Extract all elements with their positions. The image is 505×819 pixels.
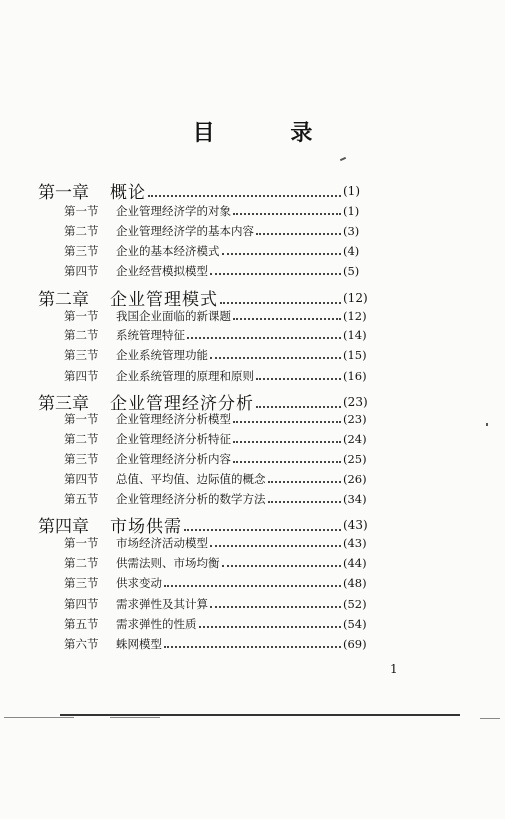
toc-title: 企业系统管理的原理和原则: [116, 369, 254, 383]
toc-number: 第四节: [64, 264, 99, 278]
toc-section-row: [64, 327, 377, 343]
toc-leader-dots: [210, 261, 341, 275]
toc-page-number: (52): [343, 597, 367, 611]
toc-number: 第三节: [64, 244, 99, 258]
toc-section-row: [64, 575, 377, 591]
toc-page-number: (34): [343, 492, 367, 506]
page-number: 1: [390, 662, 398, 676]
toc-page-number: (24): [343, 432, 367, 446]
toc-leader-dots: [184, 512, 341, 531]
toc-leader-dots: [222, 241, 342, 255]
toc-page-number: (12): [343, 290, 368, 305]
toc-page-number: (69): [343, 637, 367, 651]
bottom-rule: [110, 717, 160, 718]
toc-page-number: (16): [343, 369, 367, 383]
toc-section-row: [64, 616, 377, 632]
toc-leader-dots: [210, 345, 341, 359]
toc-title: 需求弹性及其计算: [116, 597, 208, 611]
toc-title: 企业管理经济分析内容: [116, 452, 231, 466]
toc-section-row: [64, 491, 377, 507]
toc-number: 第五节: [64, 492, 99, 506]
toc-title: 企业管理经济学的基本内容: [116, 224, 254, 238]
toc-leader-dots: [233, 429, 341, 443]
toc-leader-dots: [210, 594, 341, 608]
toc-section-row: [64, 347, 377, 363]
toc-leader-dots: [256, 389, 341, 408]
toc-leader-dots: [199, 614, 342, 628]
toc-leader-dots: [233, 409, 341, 423]
toc-page-number: (4): [343, 244, 360, 258]
toc-page-number: (26): [343, 472, 367, 486]
toc-title: 企业管理经济分析的数学方法: [116, 492, 266, 506]
toc-number: 第六节: [64, 637, 99, 651]
toc-leader-dots: [220, 285, 341, 304]
toc-leader-dots: [233, 449, 341, 463]
toc-number: 第二节: [64, 224, 99, 238]
toc-number: 第三节: [64, 348, 99, 362]
toc-number: 第三章: [38, 394, 89, 414]
toc-title: 系统管理特征: [116, 328, 185, 342]
toc-number: 第一节: [64, 204, 99, 218]
toc-number: 第一章: [38, 183, 89, 203]
toc-section-row: [64, 596, 377, 612]
toc-title: 供求变动: [116, 576, 162, 590]
toc-section-row: [64, 223, 377, 239]
toc-section-row: [64, 308, 377, 324]
toc-leader-dots: [256, 366, 341, 380]
toc-page-number: (43): [343, 517, 368, 532]
toc-section-row: [64, 471, 377, 487]
toc-leader-dots: [268, 489, 342, 503]
toc-section-row: [64, 451, 377, 467]
toc-section-row: [64, 411, 377, 427]
toc-page-number: (25): [343, 452, 367, 466]
toc-number: 第二节: [64, 432, 99, 446]
toc-number: 第一节: [64, 536, 99, 550]
toc-page-number: (14): [343, 328, 367, 342]
toc-number: 第四章: [38, 517, 89, 537]
toc-title: 企业管理模式: [110, 290, 218, 310]
toc-title: 我国企业面临的新课题: [116, 309, 231, 323]
toc-leader-dots: [187, 325, 341, 339]
toc-title: 企业的基本经济模式: [116, 244, 220, 258]
toc-leader-dots: [233, 201, 341, 215]
toc-number: 第四节: [64, 472, 99, 486]
toc-leader-dots: [164, 634, 341, 648]
toc-section-row: [64, 263, 377, 279]
toc-page-number: (1): [343, 204, 360, 218]
toc-title: 企业管理经济分析: [110, 394, 254, 414]
toc-section-row: [64, 243, 377, 259]
toc-title: 企业管理经济学的对象: [116, 204, 231, 218]
toc-leader-dots: [268, 469, 342, 483]
toc-title: 总值、平均值、边际值的概念: [116, 472, 266, 486]
toc-section-row: [64, 368, 377, 384]
toc-title: 企业系统管理功能: [116, 348, 208, 362]
toc-number: 第一节: [64, 412, 99, 426]
toc-number: 第二节: [64, 556, 99, 570]
toc-number: 第二节: [64, 328, 99, 342]
toc-page-number: (1): [343, 183, 360, 198]
bottom-rule: [60, 714, 460, 716]
toc-leader-dots: [164, 573, 341, 587]
toc-title: 企业经营模拟模型: [116, 264, 208, 278]
bottom-rule: [480, 718, 500, 719]
toc-section-row: [64, 535, 377, 551]
toc-page-number: (15): [343, 348, 367, 362]
toc-section-row: [64, 555, 377, 571]
toc-leader-dots: [210, 533, 341, 547]
toc-page-number: (23): [343, 394, 368, 409]
bottom-rule: [4, 717, 74, 718]
toc-page-number: (43): [343, 536, 367, 550]
toc-section-row: [64, 431, 377, 447]
toc-title: 市场供需: [110, 517, 182, 537]
toc-number: 第一节: [64, 309, 99, 323]
toc-number: 第四节: [64, 369, 99, 383]
toc-title: 概论: [110, 183, 146, 203]
toc-title: 蛛网模型: [116, 637, 162, 651]
toc-page-number: (3): [343, 224, 360, 238]
toc-page-number: (44): [343, 556, 367, 570]
toc-number: 第五节: [64, 617, 99, 631]
page-title: 目 录: [192, 121, 347, 146]
toc-title: 供需法则、市场均衡: [116, 556, 220, 570]
toc-leader-dots: [256, 221, 341, 235]
toc-title: 市场经济活动模型: [116, 536, 208, 550]
toc-page-number: (48): [343, 576, 367, 590]
toc-number: 第三节: [64, 452, 99, 466]
toc-leader-dots: [222, 553, 342, 567]
toc-page-number: (5): [343, 264, 360, 278]
toc-leader-dots: [148, 178, 341, 197]
toc-section-row: [64, 203, 377, 219]
toc-chapter-row: [38, 178, 377, 203]
toc-title: 企业管理经济分析特征: [116, 432, 231, 446]
toc-page-number: (12): [343, 309, 367, 323]
toc-leader-dots: [233, 306, 341, 320]
toc-number: 第四节: [64, 597, 99, 611]
scan-mark: [486, 423, 488, 426]
toc-title: 企业管理经济分析模型: [116, 412, 231, 426]
toc-title: 需求弹性的性质: [116, 617, 197, 631]
toc-number: 第三节: [64, 576, 99, 590]
toc-page-number: (23): [343, 412, 367, 426]
toc-section-row: [64, 636, 377, 652]
toc-number: 第二章: [38, 290, 89, 310]
toc-page-number: (54): [343, 617, 367, 631]
